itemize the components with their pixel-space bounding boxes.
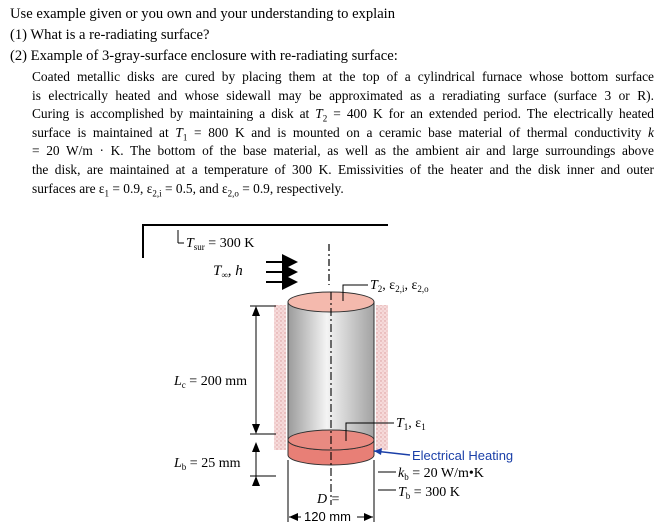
d-label: D = <box>317 492 341 507</box>
ambient-label: $T_\infty$, h <box>213 263 243 280</box>
statement-line-7: surfaces are $\varepsilon_1 = 0.9$, $\varepsilon_{2,i} = 0.5$, and $\varepsilon_{2,o} = 0.9$, respectively. <box>32 180 344 199</box>
lb-label: $L_b = 25$ mm <box>174 456 241 472</box>
statement-line-4: surface is maintained at $T_1 = 800$ K and is mounted on a ceramic base material of thermal conductivity k <box>32 124 654 143</box>
statement-line-5: = 20 W/m · K. The bottom of the base material, as well as the ambient air and large surroundings above <box>32 143 654 159</box>
instruction-text: Use example given or you own and your understanding to explain <box>10 6 396 22</box>
statement-line-1: Coated metallic disks are cured by placing them at the top of a cylindrical furnace whose bottom surface <box>32 69 654 84</box>
kb-label: $k_b = 20$ W/m•K <box>398 466 484 482</box>
statement-line-3: Curing is accomplished by maintaining a disk at $T_2 = 400$ K for an extended period. The electrically heated <box>32 106 654 124</box>
question-1: (1) What is a re-radiating surface? <box>10 27 210 43</box>
statement-line-2: is electrically heated and whose sidewall may be approximated as a reradiating surface (surface 3 or R). <box>32 87 654 103</box>
statement-line-6: the disk, are maintained at a temperature of 300 K. Emissivities of the heater and the disk inner and outer <box>32 161 654 177</box>
surroundings-enclosure <box>143 225 388 258</box>
disk-label: $T_2$, $\varepsilon_{2,i}$, $\varepsilon_{2,o}$ <box>370 278 429 294</box>
d-value: 120 mm <box>304 509 351 524</box>
electrical-heating-label: Electrical Heating <box>412 448 514 463</box>
t-sur-label: $T_{sur} = 300$ K <box>186 236 255 252</box>
sidewall-right-hatch <box>376 305 388 450</box>
tb-label: $T_b = 300$ K <box>398 485 460 501</box>
question-2: (2) Example of 3-gray-surface enclosure with re-radiating surface: <box>10 48 398 64</box>
sidewall-left-hatch <box>274 305 286 450</box>
lc-label: $L_c = 200$ mm <box>174 374 247 390</box>
heater-label: $T_1$, $\varepsilon_1$ <box>396 416 426 432</box>
